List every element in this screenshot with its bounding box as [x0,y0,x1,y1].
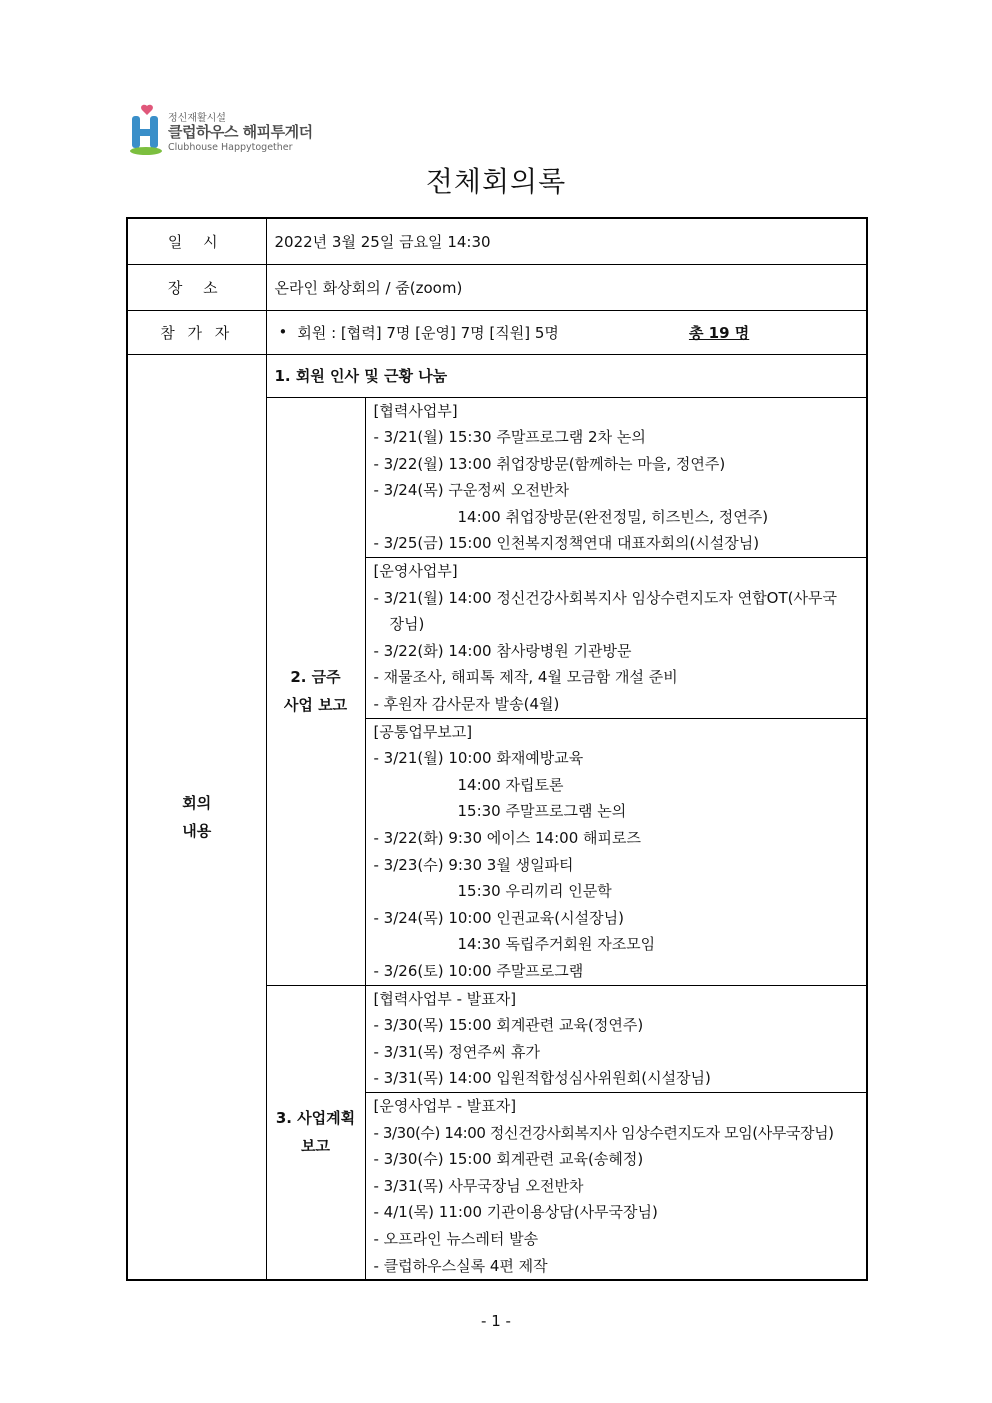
list-item: - 3/22(화) 14:00 참사랑병원 기관방문 [373,641,632,660]
list-item: - 클럽하우스실록 4편 제작 [373,1256,548,1275]
operation-plan-block [365,1092,867,1280]
list-item: - 3/31(목) 정연주씨 휴가 [373,1042,541,1061]
list-item: 14:00 자립토론 [457,775,564,794]
place-row [127,264,867,310]
section3-label-line1: 3. 사업계획 [275,1109,356,1128]
place-value: 온라인 화상회의 / 줌(zoom) [266,264,867,310]
bullet-icon: • [278,323,288,341]
meeting-label-line2: 내용 [182,821,212,840]
list-item: - 3/26(토) 10:00 주말프로그램 [373,961,584,980]
block-header: [협력사업부] [373,401,458,420]
list-item: - 3/30(수) 15:00 회계관련 교육(송혜정) [373,1150,644,1169]
attendees-label: 참 가 자 [127,310,266,354]
block-header: [운영사업부] [373,562,458,581]
block-header: [협력사업부 - 발표자] [373,989,517,1008]
list-item: - 3/21(월) 14:00 정신건강사회복지사 임상수련지도자 연합OT(사무국 [373,588,837,607]
section3-label-line2: 보고 [301,1137,330,1156]
logo-subtitle: 정신재활시설 [168,113,226,124]
clubhouse-logo-icon [128,104,164,156]
date-row [127,218,867,264]
place-label: 장 소 [127,264,266,310]
list-item: 15:30 우리끼리 인문학 [457,882,612,901]
attendees-cell [266,310,867,354]
list-item: - 3/21(월) 15:30 주말프로그램 2차 논의 [373,428,646,447]
list-item: - 재물조사, 해피톡 제작, 4월 모금함 개설 준비 [373,668,678,687]
list-item: - 오프라인 뉴스레터 발송 [373,1229,539,1248]
list-item: - 3/30(목) 15:00 회계관련 교육(정연주) [373,1016,644,1035]
meeting-label-line1: 회의 [182,793,212,812]
list-item: - 후원자 감사문자 발송(4월) [373,695,560,714]
list-item: 14:30 독립주거회원 자조모임 [457,935,656,954]
list-item: - 3/30(수) 14:00 정신건강사회복지사 임상수련지도자 모임(사무국장님) [373,1123,834,1142]
logo-name: 클럽하우스 해피투게더 [168,123,313,141]
list-item: - 4/1(목) 11:00 기관이용상담(사무국장님) [373,1203,658,1222]
operation-report-block [365,558,867,719]
logo-english-name: Clubhouse Happytogether [168,142,293,153]
section2-label-line1: 2. 금주 [290,668,341,687]
list-item: 14:00 취업장방문(완전정밀, 히즈빈스, 정연주) [457,507,769,526]
list-item: 15:30 주말프로그램 논의 [457,802,627,821]
list-item: - 3/24(목) 구운정씨 오전반차 [373,481,570,500]
block-header: [운영사업부 - 발표자] [373,1096,517,1115]
list-item: - 3/25(금) 15:00 인천복지정책연대 대표자회의(시설장님) [373,534,760,553]
meeting-content-label [127,354,266,1280]
cooperation-report-block [365,397,867,558]
list-item: - 3/31(목) 사무국장님 오전반차 [373,1176,584,1195]
list-item: - 3/22(월) 13:00 취업장방문(함께하는 마을, 정연주) [373,454,726,473]
list-item: - 3/21(월) 10:00 화재예방교육 [373,749,584,768]
list-item: 장님) [389,615,425,634]
minutes-table [126,217,868,1281]
attendees-value: 회원 : [협력] 7명 [운영] 7명 [직원] 5명 [297,323,559,342]
date-value: 2022년 3월 25일 금요일 14:30 [266,218,867,264]
list-item: - 3/22(화) 9:30 에이스 14:00 해피로즈 [373,829,641,847]
date-label: 일 시 [127,218,266,264]
common-report-block [365,718,867,985]
document-title: 전체회의록 [425,165,567,198]
list-item: - 3/24(목) 10:00 인권교육(시설장님) [373,908,624,927]
attendees-row [127,310,867,354]
block-header: [공통업무보고] [373,722,473,741]
organization-logo [128,104,328,156]
section1-row [127,354,867,397]
list-item: - 3/23(수) 9:30 3월 생일파티 [373,855,574,874]
cooperation-plan-block [365,985,867,1092]
section3-label [266,985,365,1280]
section2-label-line2: 사업 보고 [283,696,348,715]
attendees-total: 총 19 명 [688,323,750,342]
list-item: - 3/31(목) 14:00 입원적합성심사위원회(시설장님) [373,1069,711,1088]
section1-heading: 1. 회원 인사 및 근황 나눔 [266,354,867,397]
section2-label [266,397,365,985]
page-number: - 1 - [481,1312,511,1330]
